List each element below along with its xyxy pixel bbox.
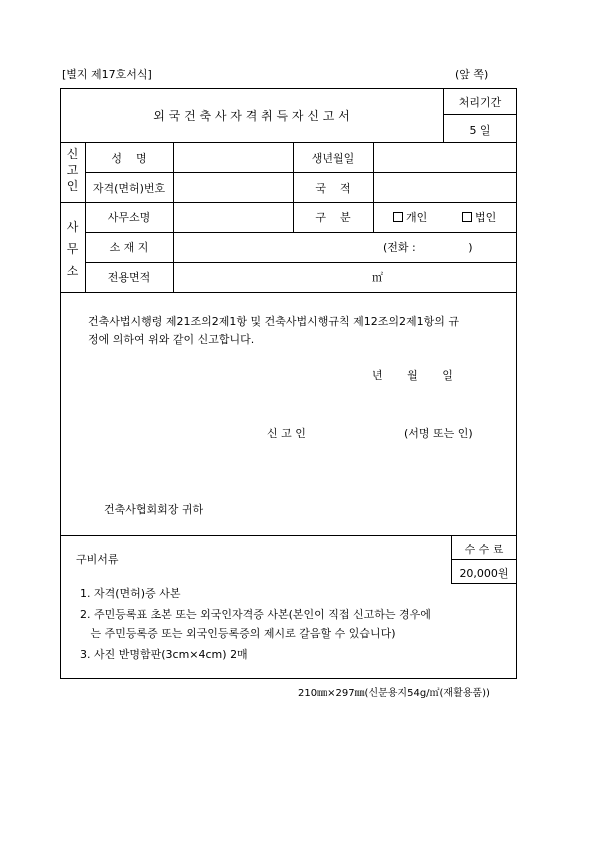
document-item: 는 주민등록증 또는 외국인등록증의 제시로 갈음할 수 있습니다): [80, 627, 396, 640]
signer-label: 신 고 인: [267, 427, 306, 440]
declaration-line-2: 정에 의하여 위와 같이 신고합니다.: [88, 333, 255, 346]
individual-checkbox[interactable]: [393, 212, 403, 222]
declaration-line-1: 건축사법시행령 제21조의2제1항 및 건축사법시행규칙 제12조의2제1항의 규: [88, 315, 459, 328]
document-item: 3. 사진 반명함판(3cm×4cm) 2매: [80, 648, 248, 661]
fee-value: 20,000원: [459, 567, 509, 580]
document-item: 1. 자격(면허)증 사본: [80, 587, 181, 600]
form-number: [별지 제17호서식]: [62, 68, 152, 81]
office-type-corporation-option[interactable]: 법인: [462, 209, 496, 225]
corporation-checkbox[interactable]: [462, 212, 472, 222]
signature-note: (서명 또는 인): [404, 427, 473, 440]
processing-period-value: 5 일: [469, 124, 491, 137]
office-type-individual-option[interactable]: 개인: [393, 209, 427, 225]
name-label: 성 명: [111, 152, 147, 165]
recipient-line: 건축사협회회장 귀하: [104, 503, 204, 516]
phone-field[interactable]: (전화 : ): [383, 241, 473, 254]
office-name-label: 사무소명: [107, 211, 151, 224]
address-label: 소 재 지: [109, 241, 149, 254]
document-item: 2. 주민등록표 초본 또는 외국인자격증 사본(본인이 직접 신고하는 경우에: [80, 608, 431, 621]
page-side-label: (앞 쪽): [455, 68, 489, 81]
date-line[interactable]: 년 월 일: [372, 369, 453, 382]
birth-date-label: 생년월일: [311, 152, 355, 165]
floor-area-label: 전용면적: [107, 271, 151, 284]
nationality-label: 국 적: [315, 182, 351, 195]
form-title: 외 국 건 축 사 자 격 취 득 자 신 고 서: [153, 109, 350, 123]
license-number-label: 자격(면허)번호: [92, 182, 166, 195]
applicant-group-label: 신 고 인: [66, 147, 79, 193]
floor-area-unit: ㎡: [372, 271, 383, 284]
office-type-label: 구 분: [315, 211, 351, 224]
processing-period-label: 처리기간: [458, 96, 502, 109]
fee-label: 수 수 료: [464, 543, 504, 556]
required-documents-label: 구비서류: [76, 553, 119, 566]
paper-spec-footer: 210㎜×297㎜(신문용지54g/㎡(재활용품)): [298, 688, 490, 699]
office-group-label: 사 무 소: [66, 220, 79, 278]
